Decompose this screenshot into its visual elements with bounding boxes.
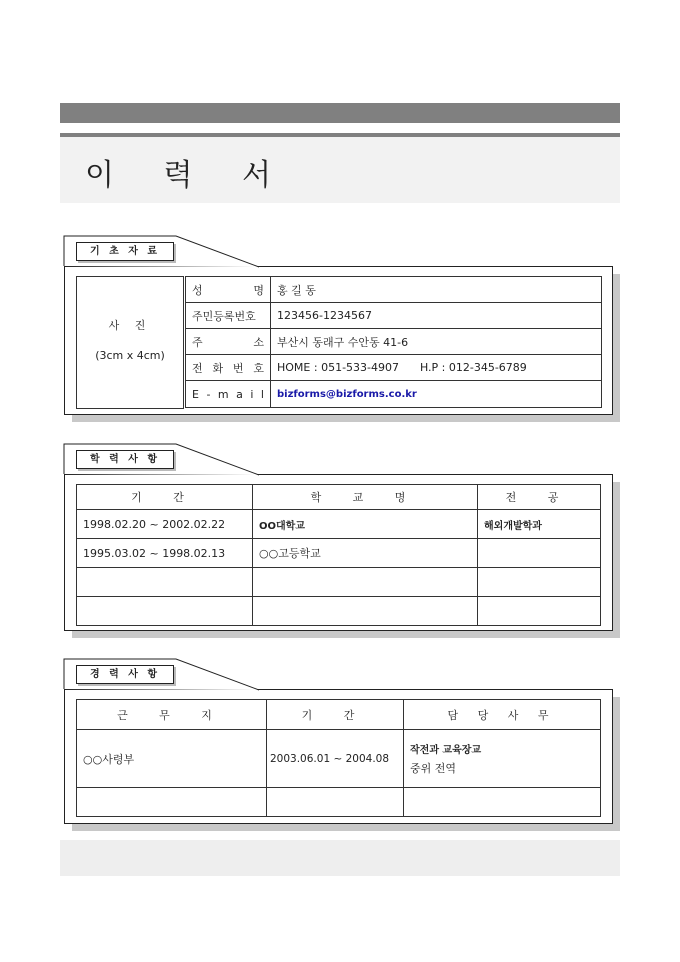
education-school: OO대학교: [253, 510, 478, 539]
education-header-major: 전 공: [478, 485, 601, 510]
education-school: ○○고등학교: [253, 539, 478, 568]
career-period: [267, 788, 404, 817]
career-tab-label: 경 력 사 항: [76, 665, 174, 684]
address-label: 주 소: [186, 329, 271, 355]
career-duty: [404, 730, 601, 788]
id-label: 주민등록번호: [186, 303, 271, 329]
name-value: 홍 길 동: [271, 277, 602, 303]
header-bar: [60, 103, 620, 123]
education-header-period: 기 간: [77, 485, 253, 510]
education-period: [77, 568, 253, 597]
photo-box: [76, 276, 184, 409]
email-value[interactable]: bizforms@bizforms.co.kr: [271, 381, 602, 408]
career-duty-line2: 중위 전역: [410, 762, 457, 775]
email-label: E - m a i l: [186, 381, 271, 408]
address-value: 부산시 동래구 수안동 41-6: [271, 329, 602, 355]
career-duty-line1: 작전과 교육장교: [410, 745, 482, 756]
education-period: 1995.03.02 ~ 1998.02.13: [77, 539, 253, 568]
education-school: [253, 568, 478, 597]
photo-size: (3cm x 4cm): [95, 349, 165, 362]
id-value: 123456-1234567: [271, 303, 602, 329]
education-period: [77, 597, 253, 626]
basic-tab-label: 기 초 자 료: [76, 242, 174, 261]
education-header-school: 학 교 명: [253, 485, 478, 510]
career-header-place: 근 무 지: [77, 700, 267, 730]
name-label: 성 명: [186, 277, 271, 303]
basic-info-table: [185, 276, 602, 408]
career-place: [77, 788, 267, 817]
footer-bar: [60, 840, 620, 876]
education-tab-label: 학 력 사 항: [76, 450, 174, 469]
education-major: [478, 539, 601, 568]
phone-label: 전 화 번 호: [186, 355, 271, 381]
career-header-period: 기 간: [267, 700, 404, 730]
education-table: [76, 484, 601, 626]
phone-value: HOME : 051-533-4907 H.P : 012-345-6789: [271, 355, 602, 381]
education-major: [478, 568, 601, 597]
career-period: 2003.06.01 ~ 2004.08: [267, 730, 404, 788]
photo-label: 사 진: [108, 319, 152, 332]
education-period: 1998.02.20 ~ 2002.02.22: [77, 510, 253, 539]
career-header-duty: 담 당 사 무: [404, 700, 601, 730]
career-duty: [404, 788, 601, 817]
education-major: [478, 597, 601, 626]
document-title: 이 력 서: [85, 158, 292, 193]
career-place: ○○사령부: [77, 730, 267, 788]
education-school: [253, 597, 478, 626]
education-major: 해외개발학과: [478, 510, 601, 539]
career-table: [76, 699, 601, 817]
